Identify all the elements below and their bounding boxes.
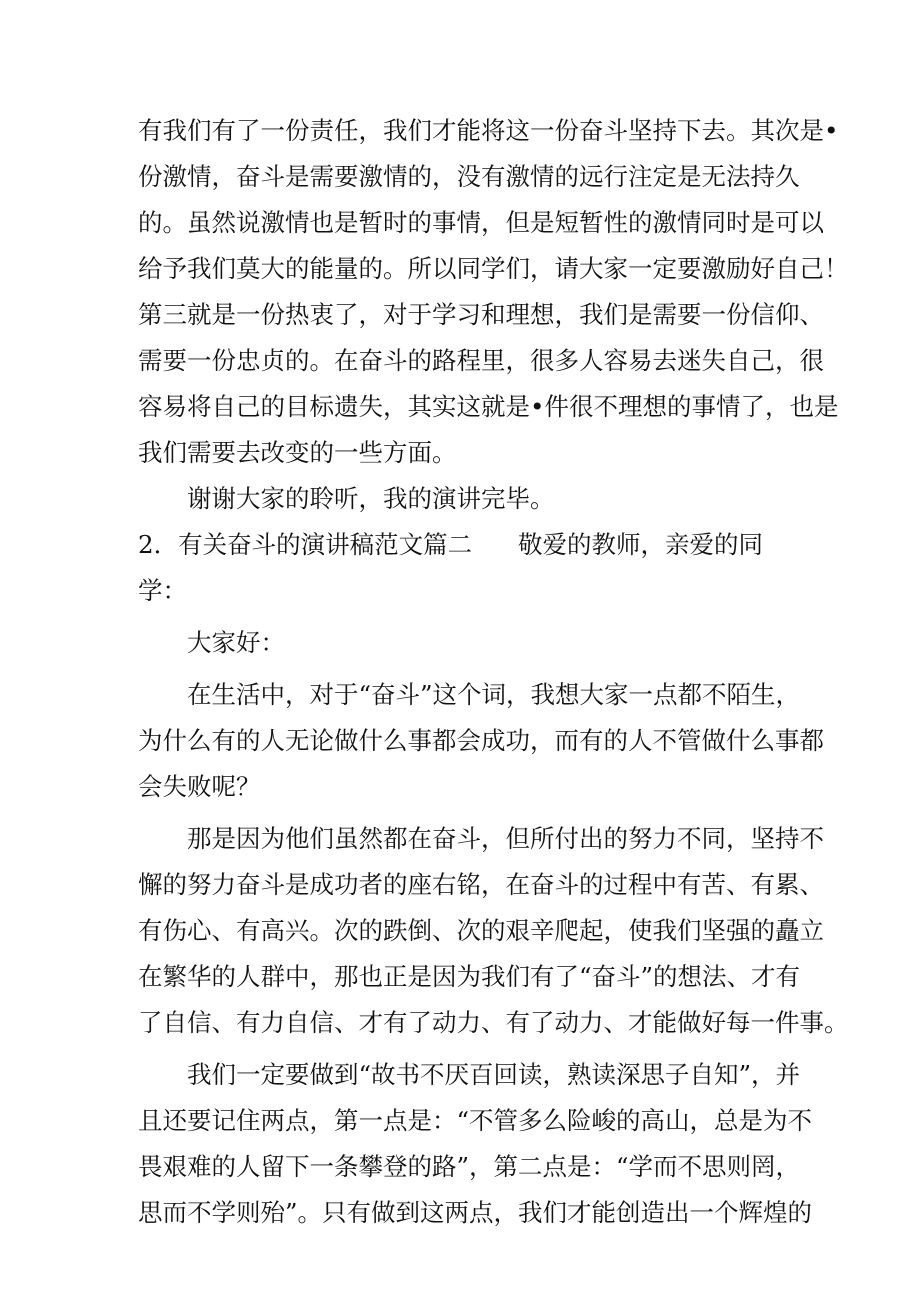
hello-line: 大家好： bbox=[187, 628, 285, 657]
text-line: 会失败呢？ bbox=[138, 772, 261, 801]
text-line: 那是因为他们虽然都在奋斗，但所付出的努力不同，坚持不 bbox=[187, 824, 824, 853]
greeting-part-1: 敬爱的教师，亲爱的同 bbox=[518, 530, 763, 559]
paragraph-1 bbox=[138, 108, 849, 476]
document-body bbox=[138, 108, 849, 1236]
text-line: 在生活中，对于“奋斗”这个词，我想大家一点都不陌生， bbox=[187, 680, 801, 709]
text-line: 思而不学则殆”。只有做到这两点，我们才能创造出一个辉煌的 bbox=[138, 1198, 813, 1227]
text-line: 有我们有了一份责任，我们才能将这一份奋斗坚持下去。其次是• bbox=[138, 116, 839, 145]
text-line: 我们需要去改变的一些方面。 bbox=[138, 438, 457, 467]
text-line: 为什么有的人无论做什么事都会成功，而有的人不管做什么事都 bbox=[138, 726, 824, 755]
text-line: 给予我们莫大的能量的。所以同学们，请大家一定要激励好自己！ bbox=[138, 254, 849, 283]
text-line: 了自信、有力自信、才有了动力、有了动力、才能做好每一件事。 bbox=[138, 1008, 849, 1037]
text-line: 畏艰难的人留下一条攀登的路”，第二点是：“学而不思则罔， bbox=[138, 1152, 801, 1181]
section-heading: 2．有关奋斗的演讲稿范文篇二 bbox=[138, 530, 473, 559]
paragraph-3 bbox=[138, 816, 849, 1046]
paragraph-2 bbox=[138, 672, 824, 810]
text-line: 有伤心、有高兴。次的跌倒、次的艰辛爬起，使我们坚强的矗立 bbox=[138, 916, 824, 945]
text-line: 需要一份忠贞的。在奋斗的路程里，很多人容易去迷失自己，很 bbox=[138, 346, 824, 375]
greeting-part-2: 学： bbox=[138, 576, 187, 605]
text-line: 我们一定要做到“故书不厌百回读，熟读深思子自知”，并 bbox=[187, 1060, 801, 1089]
text-line: 且还要记住两点，第一点是：“不管多么险峻的高山，总是为不 bbox=[138, 1106, 813, 1135]
paragraph-4 bbox=[138, 1052, 813, 1236]
text-line: 份激情，奋斗是需要激情的，没有激情的远行注定是无法持久 bbox=[138, 162, 800, 191]
text-line: 第三就是一份热衷了，对于学习和理想，我们是需要一份信仰、 bbox=[138, 300, 824, 329]
text-line: 的。虽然说激情也是暂时的事情，但是短暂性的激情同时是可以 bbox=[138, 208, 824, 237]
text-line: 在繁华的人群中，那也正是因为我们有了“奋斗”的想法、才有 bbox=[138, 962, 801, 991]
section-heading-row bbox=[138, 522, 798, 568]
text-line: 容易将自己的目标遗失，其实这就是•件很不理想的事情了，也是 bbox=[138, 392, 839, 421]
thanks-line: 谢谢大家的聆听，我的演讲完毕。 bbox=[187, 484, 555, 513]
text-line: 懈的努力奋斗是成功者的座右铭，在奋斗的过程中有苦、有累、 bbox=[138, 870, 824, 899]
